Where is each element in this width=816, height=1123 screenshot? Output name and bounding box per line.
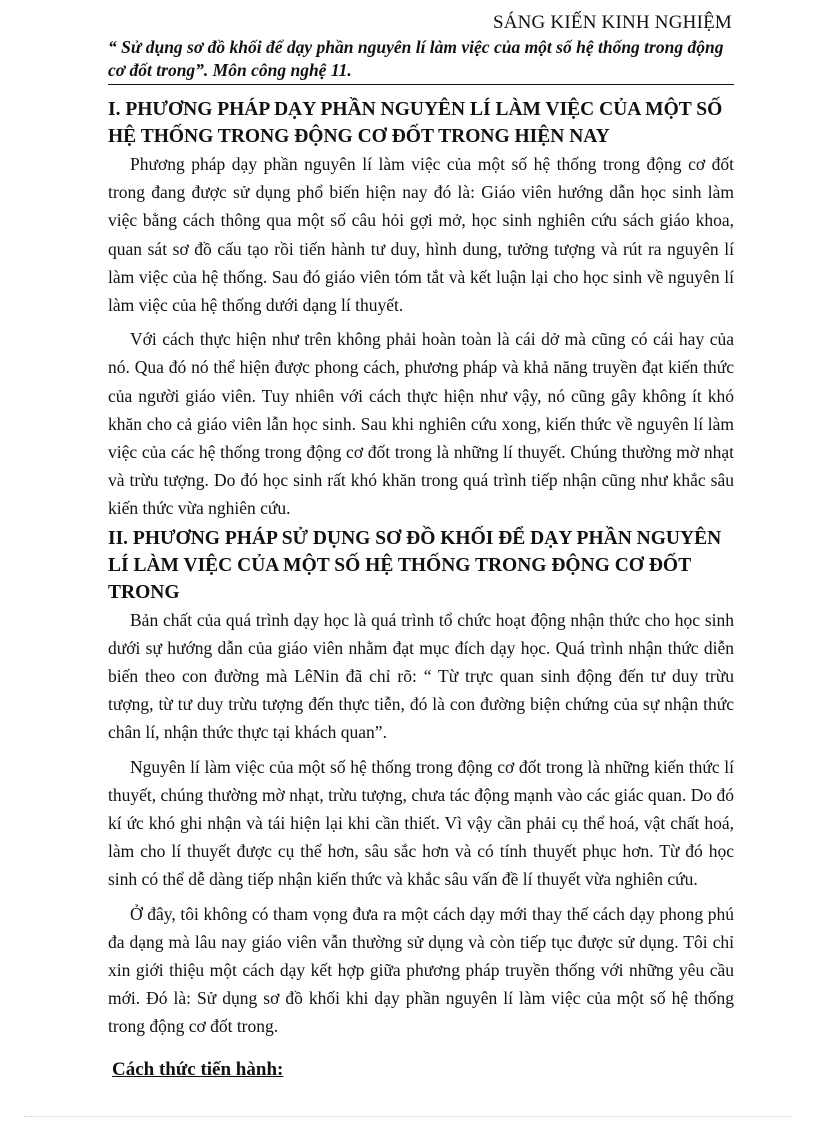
section-1-paragraph-1: Phương pháp dạy phần nguyên lí làm việc của một số hệ thống trong động cơ đốt trong đang được sử dụng phổ biến hiện nay đó là: Giáo viên hướng dẫn học sinh làm việc bằng cách thông qua một số câu hỏi gợi mở, học sinh nghiên cứu sách giáo khoa, quan sát sơ đồ cấu tạo rồi tiến hành tư duy, hình dung, tưởng tượng và rút ra nguyên lí làm việc của hệ thống. Sau đó giáo viên tóm tắt và kết luận lại cho học sinh về nguyên lí làm việc của hệ thống dưới dạng lí thuyết. xyxy=(108,154,734,316)
section-1-heading: I. PHƯƠNG PHÁP DẠY PHẦN NGUYÊN LÍ LÀM VIỆC CỦA MỘT SỐ HỆ THỐNG TRONG ĐỘNG CƠ ĐỐT TRONG HIỆN NAY xyxy=(108,99,723,147)
header-subtitle: “ Sử dụng sơ đồ khối để dạy phần nguyên lí làm việc của một số hệ thống trong động cơ đốt trong”. Môn công nghệ 11. xyxy=(108,36,734,85)
header-title: SÁNG KIẾN KINH NGHIỆM xyxy=(492,12,732,33)
section-2-heading: II. PHƯƠNG PHÁP SỬ DỤNG SƠ ĐỒ KHỐI ĐỂ DẠY PHẦN NGUYÊN LÍ LÀM VIỆC CỦA MỘT SỐ HỆ THỐNG TRONG ĐỘNG CƠ ĐỐT TRONG xyxy=(108,527,722,603)
document-body xyxy=(108,96,734,1081)
section-1-paragraph-2: Với cách thực hiện như trên không phải hoàn toàn là cái dở mà cũng có cái hay của nó. Qua đó nó thể hiện được phong cách, phương pháp và khả năng truyền đạt kiến thức của người giáo viên. Tuy nhiên với cách thực hiện như vậy, nó cũng gây không ít khó khăn cho cả giáo viên lẫn học sinh. Sau khi nghiên cứu xong, kiến thức về nguyên lí làm việc của các hệ thống trong động cơ đốt trong là những lí thuyết. Chúng thường mờ nhạt và trừu tượng. Do đó học sinh rất khó khăn trong quá trình tiếp nhận cũng như khắc sâu kiến thức vừa nghiên cứu. xyxy=(108,329,734,519)
section-2-paragraph-2: Nguyên lí làm việc của một số hệ thống trong động cơ đốt trong là những kiến thức lí thuyết, chúng thường mờ nhạt, trừu tượng, chưa tác động mạnh vào các giác quan. Do đó kí ức khó ghi nhận và tái hiện lại khi cần thiết. Vì vậy cần phải cụ thể hoá, vật chất hoá, làm cho lí thuyết được cụ thể hơn, sâu sắc hơn và có tính thuyết phục hơn. Từ đó học sinh có thể dễ dàng tiếp nhận kiến thức và khắc sâu vấn đề lí thuyết vừa nghiên cứu. xyxy=(108,756,734,890)
section-2-paragraph-3: Ở đây, tôi không có tham vọng đưa ra một cách dạy mới thay thế cách dạy phong phú đa dạng mà lâu nay giáo viên vẫn thường sử dụng và còn tiếp tục được sử dụng. Tôi chỉ xin giới thiệu một cách dạy kết hợp giữa phương pháp truyền thống với những yêu cầu mới. Đó là: Sử dụng sơ đồ khối khi dạy phần nguyên lí làm việc của một số hệ thống trong động cơ đốt trong. xyxy=(108,903,734,1037)
section-2-paragraph-1: Bản chất của quá trình dạy học là quá trình tổ chức hoạt động nhận thức cho học sinh dưới sự hướng dẫn của giáo viên nhằm đạt mục đích dạy học. Quá trình nhận thức diễn biến theo con đường mà LêNin đã chỉ rõ: “ Từ trực quan sinh động đến tư duy trừu tượng, từ tư duy trừu tượng đến thực tiễn, đó là con đường biện chứng của sự nhận thức chân lí, nhận thức thực tại khách quan”. xyxy=(108,609,734,743)
method-title: Cách thức tiến hành: xyxy=(112,1058,284,1080)
page-bottom-divider xyxy=(24,1116,792,1117)
